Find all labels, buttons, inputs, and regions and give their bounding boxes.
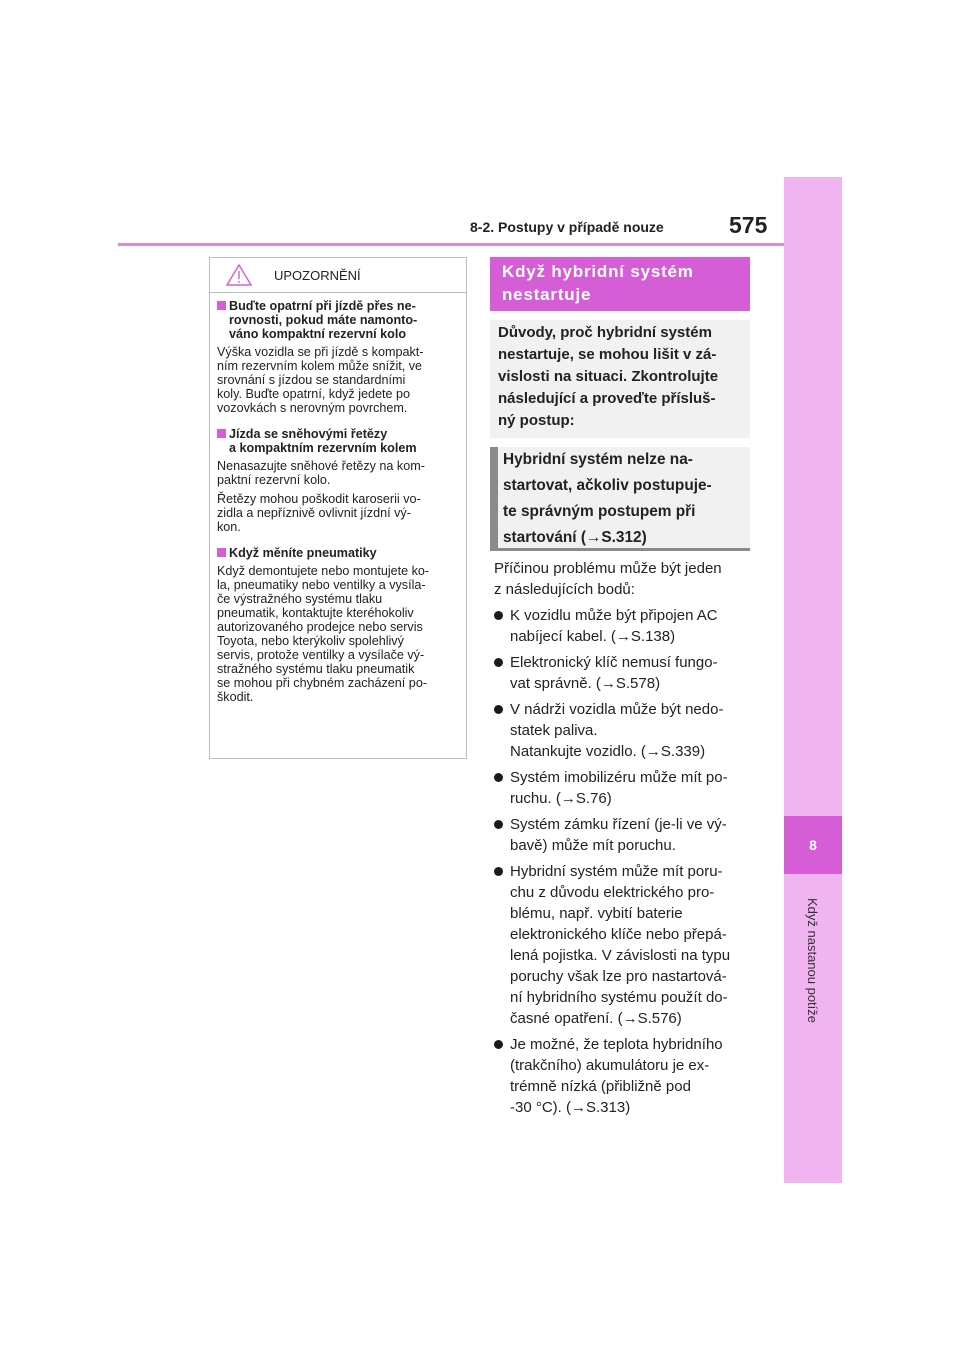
bullet-dot-icon [494,867,503,876]
chapter-number-badge: 8 [784,816,842,874]
text-line: bavě) může mít poruchu. [510,837,676,854]
subheading-box [490,447,750,551]
square-bullet-icon [217,548,226,557]
text-line: ný postup: [498,412,575,429]
text-line: Výška vozidla se při jízdě s kompakt- [217,345,424,359]
text-line: stražného systému tlaku pneumatik [217,662,415,676]
text-line: startovat, ačkoliv postupuje- [503,477,712,494]
text-line: nestartuje, se mohou lišit v zá- [498,346,717,363]
text-line: Jízda se sněhovými řetězy [229,427,388,441]
text-line: a kompaktním rezervním kolem [229,441,417,455]
text-line: časné opatření. (→S.576) [510,1010,682,1027]
text-line: Když měníte pneumatiky [229,546,377,560]
list-item [494,652,750,694]
text-line: Nenasazujte sněhové řetězy na kom- [217,459,425,473]
text-line: paktní rezervní kolo. [217,473,331,487]
text-line: elektronického klíče nebo přepá- [510,926,727,943]
text-line: z následujících bodů: [494,581,635,598]
list-item [494,1034,750,1118]
warning-title: UPOZORNĚNÍ [274,267,361,283]
text-line: nestartuje [502,285,592,304]
warning-item-text [217,564,460,704]
warning-item-heading [217,427,460,455]
body-text [494,558,750,1123]
list-item [494,814,750,856]
text-line: Elektronický klíč nemusí fungo- [510,654,718,671]
text-line: startování (→S.312) [503,529,647,546]
warning-header [210,258,466,293]
text-line: vat správně. (→S.578) [510,675,661,692]
text-line: koly. Buďte opatrní, když jedete po [217,387,411,401]
text-line: lená pojistka. V závislosti na typu [510,947,731,964]
text-line: -30 °C). (→S.313) [510,1099,631,1116]
text-line: rovnosti, pokud máte namonto- [229,313,418,327]
text-line: servis, protože ventilky a vysílače vý- [217,648,425,662]
section-heading [490,257,750,311]
warning-item-text [217,345,460,415]
warning-item-text [217,492,460,534]
text-line: blému, např. vybití baterie [510,905,683,922]
text-line: následující a proveďte přísluš- [498,390,716,407]
intro-box [490,320,750,438]
text-line: če výstražného systému tlaku [217,592,383,606]
bullet-dot-icon [494,820,503,829]
bullet-dot-icon [494,773,503,782]
text-line: autorizovaného prodejce nebo servis [217,620,423,634]
text-line: la, pneumatiky nebo ventilky a vysíla- [217,578,426,592]
text-line: ní hybridního systému použít do- [510,989,728,1006]
bullet-dot-icon [494,658,503,667]
warning-item-heading [217,299,460,341]
warning-body [210,293,466,704]
text-line: váno kompaktní rezervní kolo [229,327,407,341]
lead-paragraph [494,558,750,600]
text-line: Toyota, nebo kterýkoliv spolehlivý [217,634,404,648]
bullet-dot-icon [494,705,503,714]
warning-box [209,257,467,759]
header-rule [118,243,784,246]
section-title: 8-2. Postupy v případě nouze [470,219,664,235]
list-item [494,699,750,762]
text-line: K vozidlu může být připojen AC [510,607,718,624]
list-item [494,861,750,1029]
list-item [494,767,750,809]
chapter-title: Když nastanou potíže [805,897,821,1023]
text-line: Buďte opatrní při jízdě přes ne- [229,299,416,313]
text-line: se mohou při chybném zacházení po- [217,676,428,690]
warning-item-text [217,459,460,487]
text-line: ruchu. (→S.76) [510,790,612,807]
cause-list [494,605,750,1118]
text-line: Řetězy mohou poškodit karoserii vo- [217,492,421,506]
text-line: ním rezervním kolem může snížit, ve [217,359,423,373]
text-line: chu z důvodu elektrického pro- [510,884,715,901]
text-line: te správným postupem při [503,503,696,520]
text-line: (trakčního) akumulátoru je ex- [510,1057,710,1074]
square-bullet-icon [217,429,226,438]
text-line: Je možné, že teplota hybridního [510,1036,723,1053]
text-line: Příčinou problému může být jeden [494,560,722,577]
text-line: statek paliva. [510,722,598,739]
square-bullet-icon [217,301,226,310]
bullet-dot-icon [494,611,503,620]
text-line: poruchy však lze pro nastartová- [510,968,727,985]
text-line: kon. [217,520,241,534]
bullet-dot-icon [494,1040,503,1049]
page-number: 575 [729,212,768,238]
text-line: Důvody, proč hybridní systém [498,324,712,341]
text-line: nabíjecí kabel. (→S.138) [510,628,676,645]
text-line: Natankujte vozidlo. (→S.339) [510,743,706,760]
text-line: Hybridní systém nelze na- [503,451,693,468]
text-line: pneumatik, kontaktujte kteréhokoliv [217,606,414,620]
text-line: zidla a nepříznivě ovlivnit jízdní vý- [217,506,411,520]
list-item [494,605,750,647]
warning-item-heading [217,546,460,560]
text-line: vislosti na situaci. Zkontrolujte [498,368,719,385]
text-line: škodit. [217,690,254,704]
text-line: Systém imobilizéru může mít po- [510,769,728,786]
text-line: Systém zámku řízení (je-li ve vý- [510,816,727,833]
text-line: V nádrži vozidla může být nedo- [510,701,724,718]
text-line: Když hybridní systém [502,262,694,281]
warning-triangle-icon [226,264,252,286]
chapter-title-vertical [784,880,842,1040]
text-line: Hybridní systém může mít poru- [510,863,723,880]
text-line: trémně nízká (přibližně pod [510,1078,691,1095]
text-line: srovnání s jízdou se standardními [217,373,406,387]
text-line: vozovkách s nerovným povrchem. [217,401,408,415]
text-line: Když demontujete nebo montujete ko- [217,564,430,578]
